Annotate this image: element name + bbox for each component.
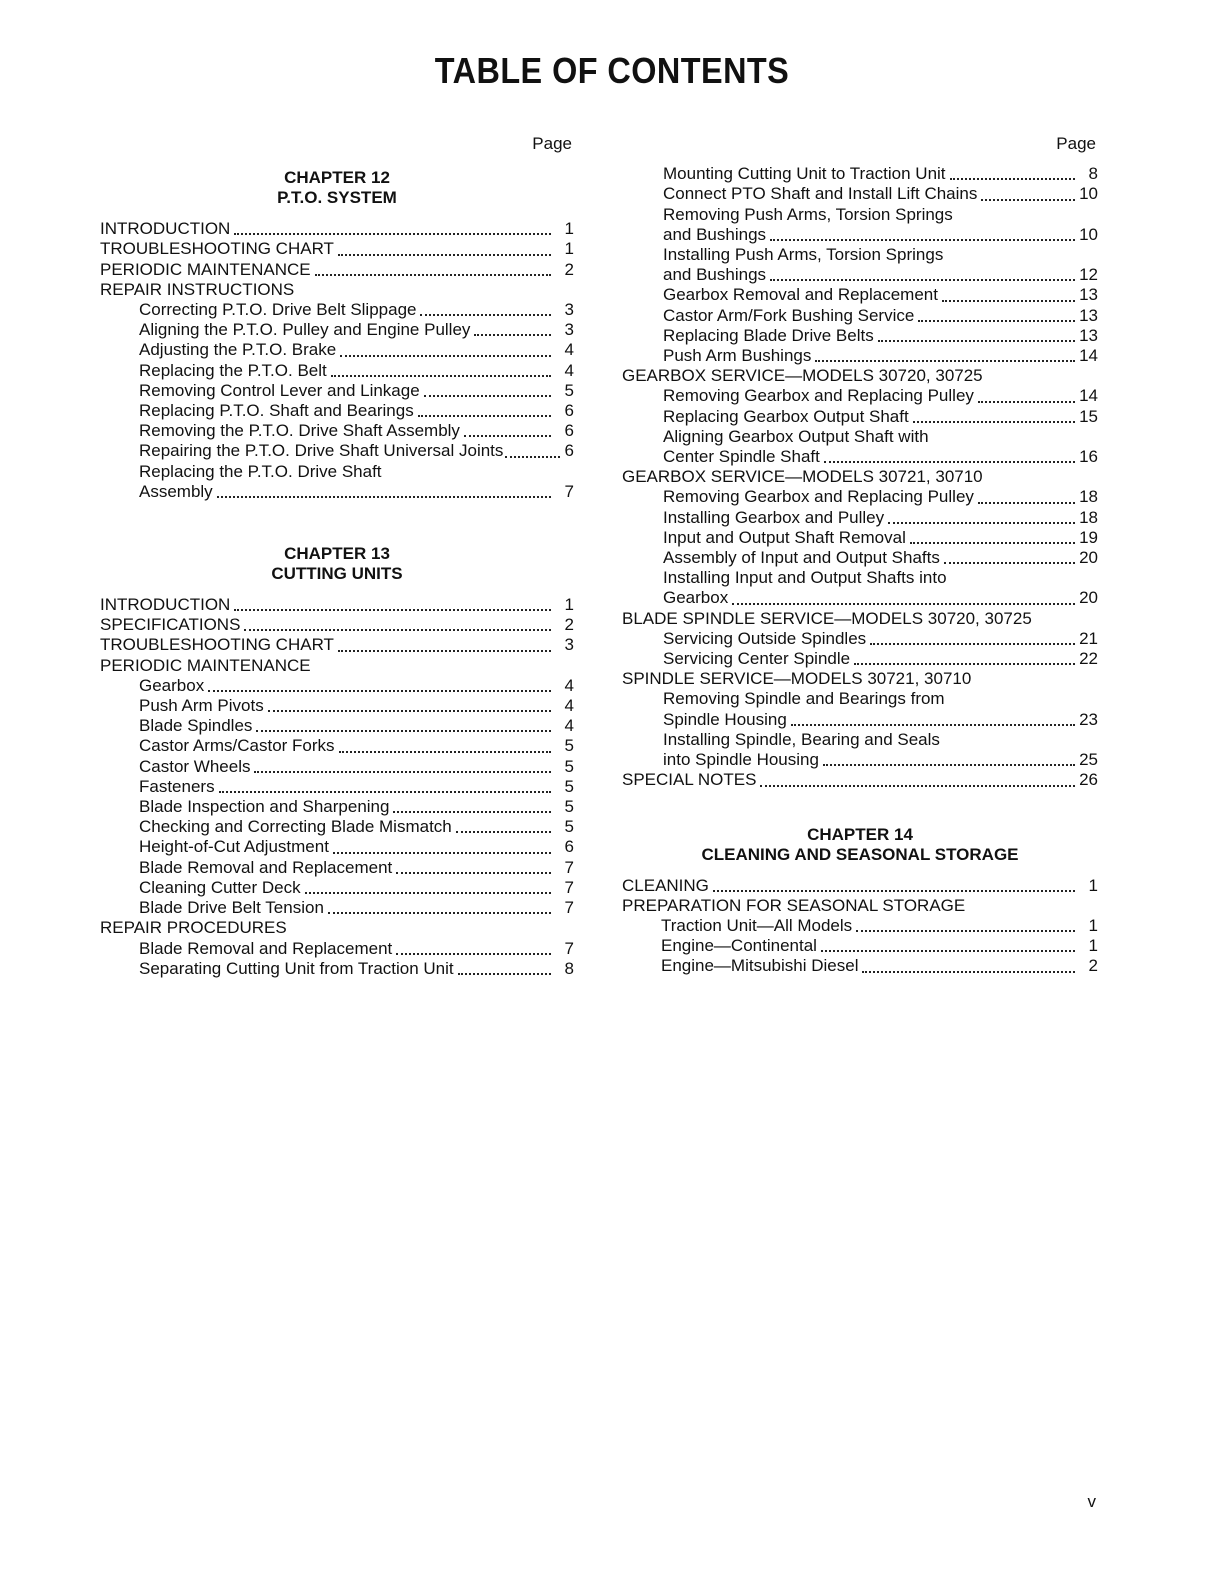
toc-entry[interactable]: Blade Spindles 4 <box>139 716 574 736</box>
toc-entry[interactable]: Servicing Outside Spindles 21 <box>663 628 1098 648</box>
chapter-14-heading <box>622 825 1098 865</box>
toc-entry[interactable]: Blade Removal and Replacement 7 <box>139 857 574 877</box>
chapter-title: P.T.O. SYSTEM <box>277 188 397 208</box>
toc-section-heading: SPINDLE SERVICE—MODELS 30721, 30710 <box>622 669 972 689</box>
toc-entry[interactable]: Push Arm Bushings 14 <box>663 346 1098 366</box>
toc-entry[interactable]: Castor Wheels 5 <box>139 756 574 776</box>
toc-entry[interactable]: Fasteners 5 <box>139 776 574 796</box>
chapter-number: CHAPTER 12 <box>284 168 390 188</box>
toc-entry[interactable]: Height-of-Cut Adjustment 6 <box>139 837 574 857</box>
page-column-label: Page <box>532 134 572 153</box>
toc-section-heading: REPAIR PROCEDURES <box>100 918 287 938</box>
toc-entry[interactable]: Assembly 7 <box>139 481 574 501</box>
toc-entry[interactable]: Push Arm Pivots 4 <box>139 696 574 716</box>
toc-entry[interactable]: Checking and Correcting Blade Mismatch 5 <box>139 817 574 837</box>
chapter-number: CHAPTER 13 <box>284 544 390 564</box>
toc-entry[interactable]: Replacing Gearbox Output Shaft 15 <box>663 406 1098 426</box>
toc-entry[interactable]: SPECIAL NOTES 26 <box>622 770 1098 790</box>
toc-entry[interactable]: Servicing Center Spindle 22 <box>663 649 1098 669</box>
toc-left-column <box>100 134 574 979</box>
page-column-label: Page <box>1056 134 1096 153</box>
toc-entry[interactable]: Cleaning Cutter Deck 7 <box>139 877 574 897</box>
toc-entry[interactable]: INTRODUCTION 1 <box>100 219 574 239</box>
toc-section-heading: GEARBOX SERVICE—MODELS 30720, 30725 <box>622 366 983 386</box>
toc-entry[interactable]: INTRODUCTION 1 <box>100 595 574 615</box>
toc-entry-line[interactable]: Installing Push Arms, Torsion Springs <box>663 245 944 265</box>
page-number: v <box>1087 1492 1096 1511</box>
toc-entry[interactable]: Removing Gearbox and Replacing Pulley 18 <box>663 487 1098 507</box>
toc-entry[interactable]: Repairing the P.T.O. Drive Shaft Universal Joints 6 <box>139 441 574 461</box>
toc-entry[interactable]: Gearbox 4 <box>139 675 574 695</box>
toc-entry[interactable]: Castor Arm/Fork Bushing Service 13 <box>663 305 1098 325</box>
toc-entry[interactable]: Center Spindle Shaft 16 <box>663 447 1098 467</box>
toc-section-heading: BLADE SPINDLE SERVICE—MODELS 30720, 30725 <box>622 608 1032 628</box>
toc-section-heading: PERIODIC MAINTENANCE <box>100 655 311 675</box>
toc-entry[interactable]: Gearbox 20 <box>663 588 1098 608</box>
toc-entry-line[interactable]: Removing Push Arms, Torsion Springs <box>663 204 953 224</box>
chapter-12-heading <box>100 168 574 208</box>
toc-entry[interactable]: Removing the P.T.O. Drive Shaft Assembly 6 <box>139 421 574 441</box>
chapter-number: CHAPTER 14 <box>807 824 913 844</box>
toc-entry[interactable]: TROUBLESHOOTING CHART 1 <box>100 239 574 259</box>
toc-entry[interactable]: Castor Arms/Castor Forks 5 <box>139 736 574 756</box>
toc-entry[interactable]: Blade Inspection and Sharpening 5 <box>139 797 574 817</box>
toc-entry[interactable]: Spindle Housing 23 <box>663 709 1098 729</box>
toc-section-heading: PREPARATION FOR SEASONAL STORAGE <box>622 895 966 915</box>
toc-entry[interactable]: Blade Drive Belt Tension 7 <box>139 898 574 918</box>
toc-entry[interactable]: PERIODIC MAINTENANCE 2 <box>100 259 574 279</box>
toc-entry[interactable]: Engine—Mitsubishi Diesel 2 <box>661 956 1098 976</box>
toc-right-column <box>622 134 1098 977</box>
toc-entry[interactable]: Engine—Continental 1 <box>661 936 1098 956</box>
toc-entry-line[interactable]: Aligning Gearbox Output Shaft with <box>663 426 929 446</box>
toc-entry[interactable]: Adjusting the P.T.O. Brake 4 <box>139 340 574 360</box>
toc-entry[interactable]: Blade Removal and Replacement 7 <box>139 938 574 958</box>
toc-entry[interactable]: Traction Unit—All Models 1 <box>661 915 1098 935</box>
toc-entry[interactable]: Replacing P.T.O. Shaft and Bearings 6 <box>139 401 574 421</box>
page-title: TABLE OF CONTENTS <box>434 50 790 91</box>
toc-entry[interactable]: and Bushings 12 <box>663 265 1098 285</box>
toc-entry[interactable]: Removing Gearbox and Replacing Pulley 14 <box>663 386 1098 406</box>
toc-entry[interactable]: Mounting Cutting Unit to Traction Unit 8 <box>663 164 1098 184</box>
toc-entry[interactable]: Removing Control Lever and Linkage 5 <box>139 380 574 400</box>
toc-entry[interactable]: Assembly of Input and Output Shafts 20 <box>663 548 1098 568</box>
toc-entry[interactable]: Gearbox Removal and Replacement 13 <box>663 285 1098 305</box>
toc-entry[interactable]: Input and Output Shaft Removal 19 <box>663 527 1098 547</box>
toc-entry[interactable]: Replacing Blade Drive Belts 13 <box>663 325 1098 345</box>
toc-entry[interactable]: Installing Gearbox and Pulley 18 <box>663 507 1098 527</box>
toc-section-heading: GEARBOX SERVICE—MODELS 30721, 30710 <box>622 467 983 487</box>
toc-entry-line[interactable]: Installing Spindle, Bearing and Seals <box>663 729 940 749</box>
toc-entry[interactable]: SPECIFICATIONS 2 <box>100 615 574 635</box>
toc-entry-line[interactable]: Installing Input and Output Shafts into <box>663 568 947 588</box>
toc-section-heading: REPAIR INSTRUCTIONS <box>100 279 295 299</box>
toc-entry[interactable]: Aligning the P.T.O. Pulley and Engine Pulley 3 <box>139 320 574 340</box>
toc-entry[interactable]: Separating Cutting Unit from Traction Unit 8 <box>139 958 574 978</box>
toc-entry[interactable]: TROUBLESHOOTING CHART 3 <box>100 635 574 655</box>
toc-entry[interactable]: Replacing the P.T.O. Belt 4 <box>139 360 574 380</box>
toc-entry-line[interactable]: Replacing the P.T.O. Drive Shaft <box>139 461 382 481</box>
toc-entry[interactable]: Connect PTO Shaft and Install Lift Chains 10 <box>663 184 1098 204</box>
chapter-title: CUTTING UNITS <box>271 564 403 584</box>
toc-entry[interactable]: into Spindle Housing 25 <box>663 750 1098 770</box>
chapter-title: CLEANING AND SEASONAL STORAGE <box>701 844 1019 864</box>
toc-entry[interactable]: and Bushings 10 <box>663 224 1098 244</box>
toc-entry[interactable]: Correcting P.T.O. Drive Belt Slippage 3 <box>139 300 574 320</box>
chapter-13-heading <box>100 544 574 584</box>
toc-entry[interactable]: CLEANING 1 <box>622 875 1098 895</box>
toc-entry-line[interactable]: Removing Spindle and Bearings from <box>663 689 945 709</box>
